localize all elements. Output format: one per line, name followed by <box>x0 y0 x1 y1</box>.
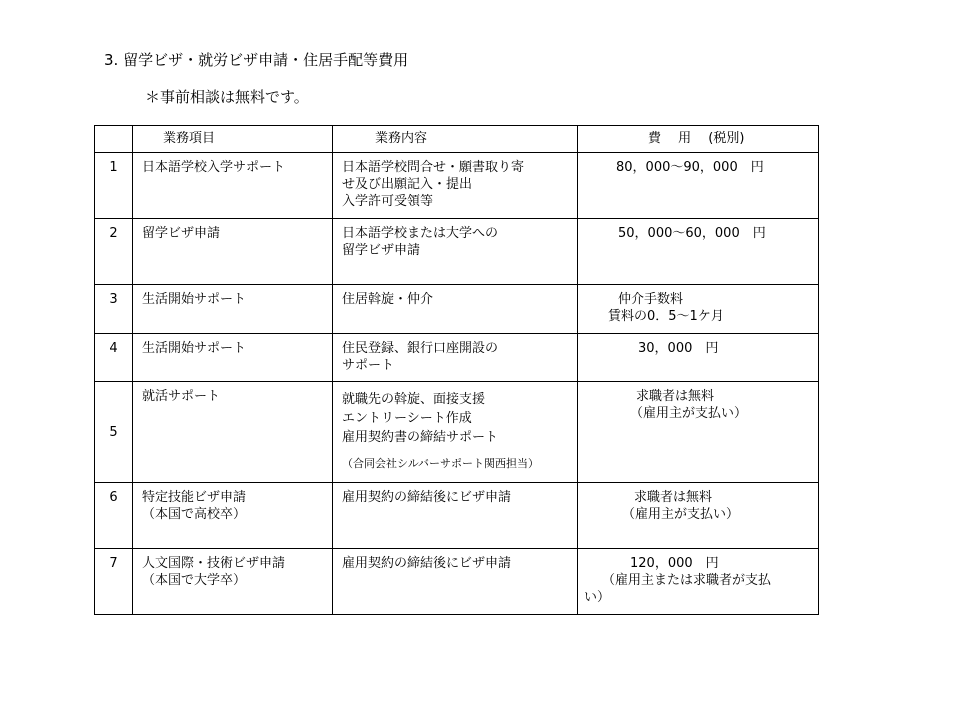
content-line: 留学ビザ申請 <box>342 243 421 258</box>
table-header-row <box>95 126 819 153</box>
row-fee <box>578 219 819 285</box>
table-row <box>95 219 819 285</box>
row-number: 1 <box>95 153 133 219</box>
row-content <box>333 334 578 382</box>
item-line: 日本語学校入学サポート <box>142 160 286 175</box>
table-row <box>95 285 819 334</box>
fee-line: 80，000～90，000 円 <box>616 160 764 175</box>
fee-line: 120，000 円 <box>630 556 719 571</box>
table-row <box>95 549 819 615</box>
item-line: 生活開始サポート <box>142 341 247 356</box>
fee-line: （雇用主が支払い） <box>630 406 748 421</box>
fee-line: （雇用主が支払い） <box>622 507 740 522</box>
item-line: 生活開始サポート <box>142 292 247 307</box>
row-content <box>333 483 578 549</box>
row-fee <box>578 549 819 615</box>
row-content <box>333 549 578 615</box>
row-fee <box>578 153 819 219</box>
row-item <box>133 153 333 219</box>
header-fee: 費 用 (税別) <box>578 126 819 153</box>
row-content <box>333 382 578 483</box>
fee-line: 30，000 円 <box>638 341 719 356</box>
item-line: 人文国際・技術ビザ申請 <box>142 556 286 571</box>
row-item <box>133 549 333 615</box>
table-row <box>95 382 819 483</box>
fee-line: 求職者は無料 <box>634 490 713 505</box>
table-row <box>95 483 819 549</box>
content-note: （合同会社シルバーサポート関西担当） <box>342 457 539 470</box>
row-content <box>333 153 578 219</box>
item-line: 特定技能ビザ申請 <box>142 490 247 505</box>
row-fee <box>578 382 819 483</box>
consultation-note: ＊事前相談は無料です。 <box>145 88 309 106</box>
item-line: （本国で高校卒） <box>142 507 247 522</box>
row-item <box>133 483 333 549</box>
content-line: 雇用契約の締結後にビザ申請 <box>342 490 512 505</box>
content-line: エントリーシート作成 <box>342 411 472 426</box>
fee-line: 賃料の0．5～1ケ月 <box>608 309 724 324</box>
row-item <box>133 334 333 382</box>
content-line: 住居斡旋・仲介 <box>342 292 434 307</box>
row-item <box>133 285 333 334</box>
row-number: 4 <box>95 334 133 382</box>
item-line: 就活サポート <box>142 389 221 404</box>
header-number <box>95 126 133 153</box>
row-number: 7 <box>95 549 133 615</box>
row-number: 5 <box>95 382 133 483</box>
content-line: 日本語学校問合せ・願書取り寄 <box>342 160 525 175</box>
row-fee <box>578 334 819 382</box>
row-number: 3 <box>95 285 133 334</box>
fee-line: （雇用主または求職者が支払 <box>602 573 772 588</box>
fee-line: い） <box>584 590 611 605</box>
fee-line: 50，000～60，000 円 <box>618 226 766 241</box>
content-line: せ及び出願記入・提出 <box>342 177 473 192</box>
fee-table <box>94 125 819 615</box>
content-line: 住民登録、銀行口座開設の <box>342 341 499 356</box>
row-fee <box>578 483 819 549</box>
row-item <box>133 219 333 285</box>
item-line: 留学ビザ申請 <box>142 226 221 241</box>
content-line: サポート <box>342 358 395 373</box>
content-line: 日本語学校または大学への <box>342 226 499 241</box>
fee-line: 求職者は無料 <box>636 389 715 404</box>
item-line: （本国で大学卒） <box>142 573 247 588</box>
content-line: 入学許可受領等 <box>342 194 434 209</box>
section-heading: 3. 留学ビザ・就労ビザ申請・住居手配等費用 <box>104 51 409 69</box>
row-item <box>133 382 333 483</box>
row-content <box>333 285 578 334</box>
content-line: 雇用契約書の締結サポート <box>342 430 499 445</box>
row-number: 2 <box>95 219 133 285</box>
fee-line: 仲介手数料 <box>618 292 684 307</box>
content-line: 雇用契約の締結後にビザ申請 <box>342 556 512 571</box>
header-content: 業務内容 <box>333 126 578 153</box>
table-row <box>95 334 819 382</box>
row-number: 6 <box>95 483 133 549</box>
header-item: 業務項目 <box>133 126 333 153</box>
row-content <box>333 219 578 285</box>
table-row <box>95 153 819 219</box>
content-line: 就職先の斡旋、面接支援 <box>342 392 486 407</box>
row-fee <box>578 285 819 334</box>
